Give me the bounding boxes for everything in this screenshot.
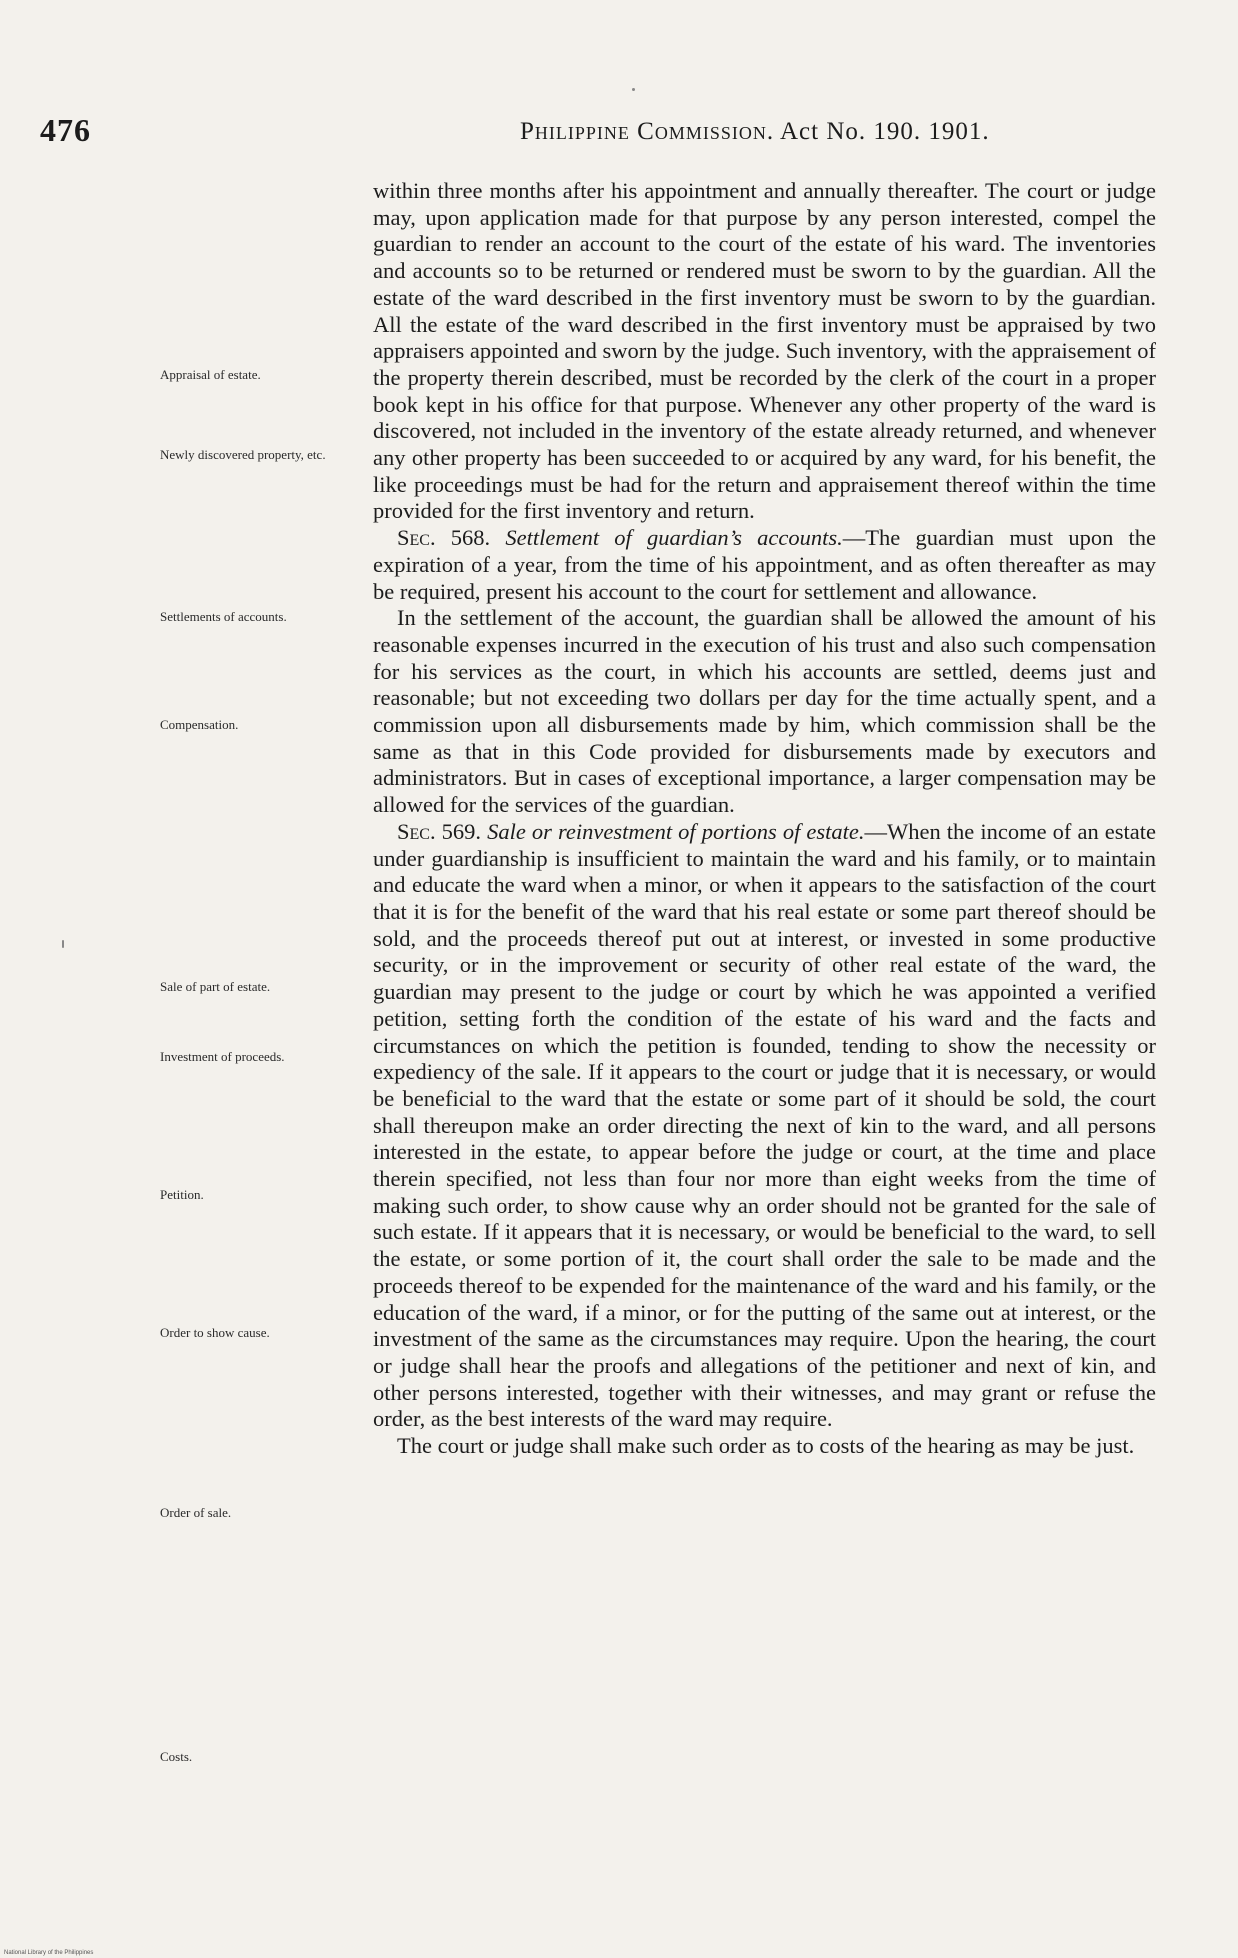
- scan-mark: [62, 940, 64, 948]
- page-number: 476: [40, 112, 91, 148]
- margin-note-investment: Investment of proceeds.: [160, 1049, 285, 1064]
- paragraph-sec-569: [373, 819, 1156, 1433]
- margin-note-sale: Sale of part of estate.: [160, 979, 271, 994]
- paragraph-costs: The court or judge shall make such order as to costs of the hearing as may be just.: [397, 1433, 1135, 1459]
- scan-footer: National Library of the Philippines: [4, 1950, 94, 1956]
- section-body-568: —The guardian must upon the expiration of a year, from the time of his appointment, and as often thereafter as may be required, present his account to the court for settlement and allowance.: [373, 525, 1156, 604]
- section-number-569: Sec. 569.: [397, 818, 482, 844]
- body-text: [373, 178, 1156, 1460]
- page-header: [40, 112, 1050, 152]
- margin-note-order-show-cause: Order to show cause.: [160, 1325, 270, 1340]
- margin-note-compensation: Compensation.: [160, 717, 239, 732]
- section-number-568: Sec. 568.: [397, 525, 491, 551]
- paragraph-compensation: In the settlement of the account, the guardian shall be allowed the amount of his reasonable expenses incurred in the execution of his trust and also such compensation for his services as the court, in which his accounts are settled, deems just and reasonable; but not exceeding two dollars per day for the time actually spent, and a commission upon all disbursements made by him, which commission shall be the same as that in this Code provided for disbursements made by executors and administrators. But in cases of exceptional importance, a larger compensation may be allowed for the services of the guardian.: [373, 605, 1156, 818]
- running-head: [520, 118, 990, 146]
- section-title-568: Settlement of guardian’s accounts.: [505, 525, 843, 551]
- section-title-569: Sale or reinvestment of portions of estate.: [487, 818, 865, 844]
- section-body-569: —When the income of an estate under guardianship is insufficient to maintain the ward and his family, or to maintain and educate the ward when a minor, or when it appears to the satisfaction of the court that it is for the benefit of the ward that his real estate or some part thereof should be sold, and the proceeds thereof put out at interest, or invested in some productive security, or in the improvement or security of other real estate of the ward, the guardian may present to the judge or court by which he was appointed a verified petition, setting forth the condition of the estate of his ward and the facts and circumstances on which the petition is founded, tending to show the necessity or expediency of the sale. If it appears to the court or judge that it is necessary, or would be beneficial to the ward that the estate or some part of it should be sold, the court shall thereupon make an order directing the next of kin to the ward, and all persons interested in the estate, to appear before the judge or court, at the time and place therein specified, not less than four nor more than eight weeks from the time of making such order, to show cause why an order should not be granted for the sale of such estate. If it appears that it is necessary, or would be beneficial to the ward, to sell the estate, or some portion of it, the court shall order the sale to be made and the proceeds thereof to be expended for the maintenance of the ward and his family, or the education of the ward, if a minor, or for the putting of the same out at interest, or the investment of the same as the circumstances may require. Upon the hearing, the court or judge shall hear the proofs and allegations of the petitioner and next of kin, and other persons interested, together with their witnesses, and may grant or refuse the order, as the best interests of the ward may require.: [373, 818, 1156, 1432]
- margin-note-order-of-sale: Order of sale.: [160, 1505, 232, 1520]
- margin-note-newly-discovered: Newly discovered property, etc.: [160, 447, 326, 462]
- margin-note-appraisal: Appraisal of estate.: [160, 367, 261, 382]
- margin-note-petition: Petition.: [160, 1187, 204, 1202]
- margin-note-settlements: Settlements of accounts.: [160, 609, 287, 624]
- margin-note-costs: Costs.: [160, 1749, 193, 1764]
- paragraph-inventory: within three months after his appointment and annually thereafter. The court or judge may, upon application made for that purpose by any person interested, compel the guardian to render an account to the court of the estate of his ward. The inventories and accounts so to be returned or rendered must be sworn to by the guardian. All the estate of the ward described in the first inventory must be sworn to by the guardian. All the estate of the ward described in the first inventory must be appraised by two appraisers appointed and sworn by the judge. Such inventory, with the appraisement of the property therein described, must be recorded by the clerk of the court in a proper book kept in his office for that purpose. Whenever any other property of the ward is discovered, not included in the inventory of the estate already returned, and whenever any other property has been succeeded to or acquired by any ward, for his benefit, the like proceedings must be had for the return and appraisement thereof within the time provided for the first inventory and return.: [373, 178, 1156, 524]
- paragraph-sec-568: [373, 525, 1156, 605]
- scan-speck: [632, 88, 635, 91]
- running-head-commission: Philippine Commission.: [520, 118, 775, 145]
- running-head-act: Act No. 190. 1901.: [779, 118, 990, 145]
